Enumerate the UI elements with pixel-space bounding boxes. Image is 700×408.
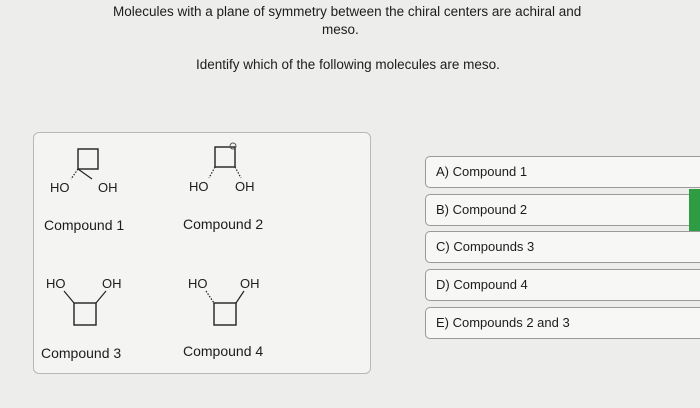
compound-1-right-group: OH: [98, 180, 118, 195]
compound-2-structure: [183, 143, 263, 232]
accent-bar: [689, 189, 700, 231]
compound-1-structure: [44, 149, 124, 233]
option-a[interactable]: A) Compound 1: [425, 156, 700, 188]
prompt-line-2: meso.: [322, 22, 359, 37]
compound-4-label: Compound 4: [183, 343, 264, 359]
question-text: Identify which of the following molecules are meso.: [196, 57, 500, 72]
compound-1-left-group: HO: [50, 180, 70, 195]
compound-2-right-group: OH: [235, 179, 255, 194]
compound-3-structure: [41, 276, 122, 361]
answer-options: [425, 0, 700, 408]
compound-2-label: Compound 2: [183, 216, 264, 232]
compound-4-structure: [183, 276, 263, 359]
option-b[interactable]: B) Compound 2: [425, 194, 700, 226]
prompt-line-1: Molecules with a plane of symmetry between the chiral centers are achiral and: [113, 4, 582, 19]
structures-panel: [33, 132, 371, 374]
option-c[interactable]: C) Compounds 3: [425, 231, 700, 263]
option-d[interactable]: D) Compound 4: [425, 269, 700, 301]
compound-3-left-group: HO: [46, 276, 66, 291]
compound-1-label: Compound 1: [44, 217, 125, 233]
compound-3-right-group: OH: [102, 276, 122, 291]
compound-4-left-group: HO: [188, 276, 208, 291]
option-e[interactable]: E) Compounds 2 and 3: [425, 307, 700, 339]
compound-2-left-group: HO: [189, 179, 209, 194]
compound-4-right-group: OH: [240, 276, 260, 291]
compound-3-label: Compound 3: [41, 345, 122, 361]
